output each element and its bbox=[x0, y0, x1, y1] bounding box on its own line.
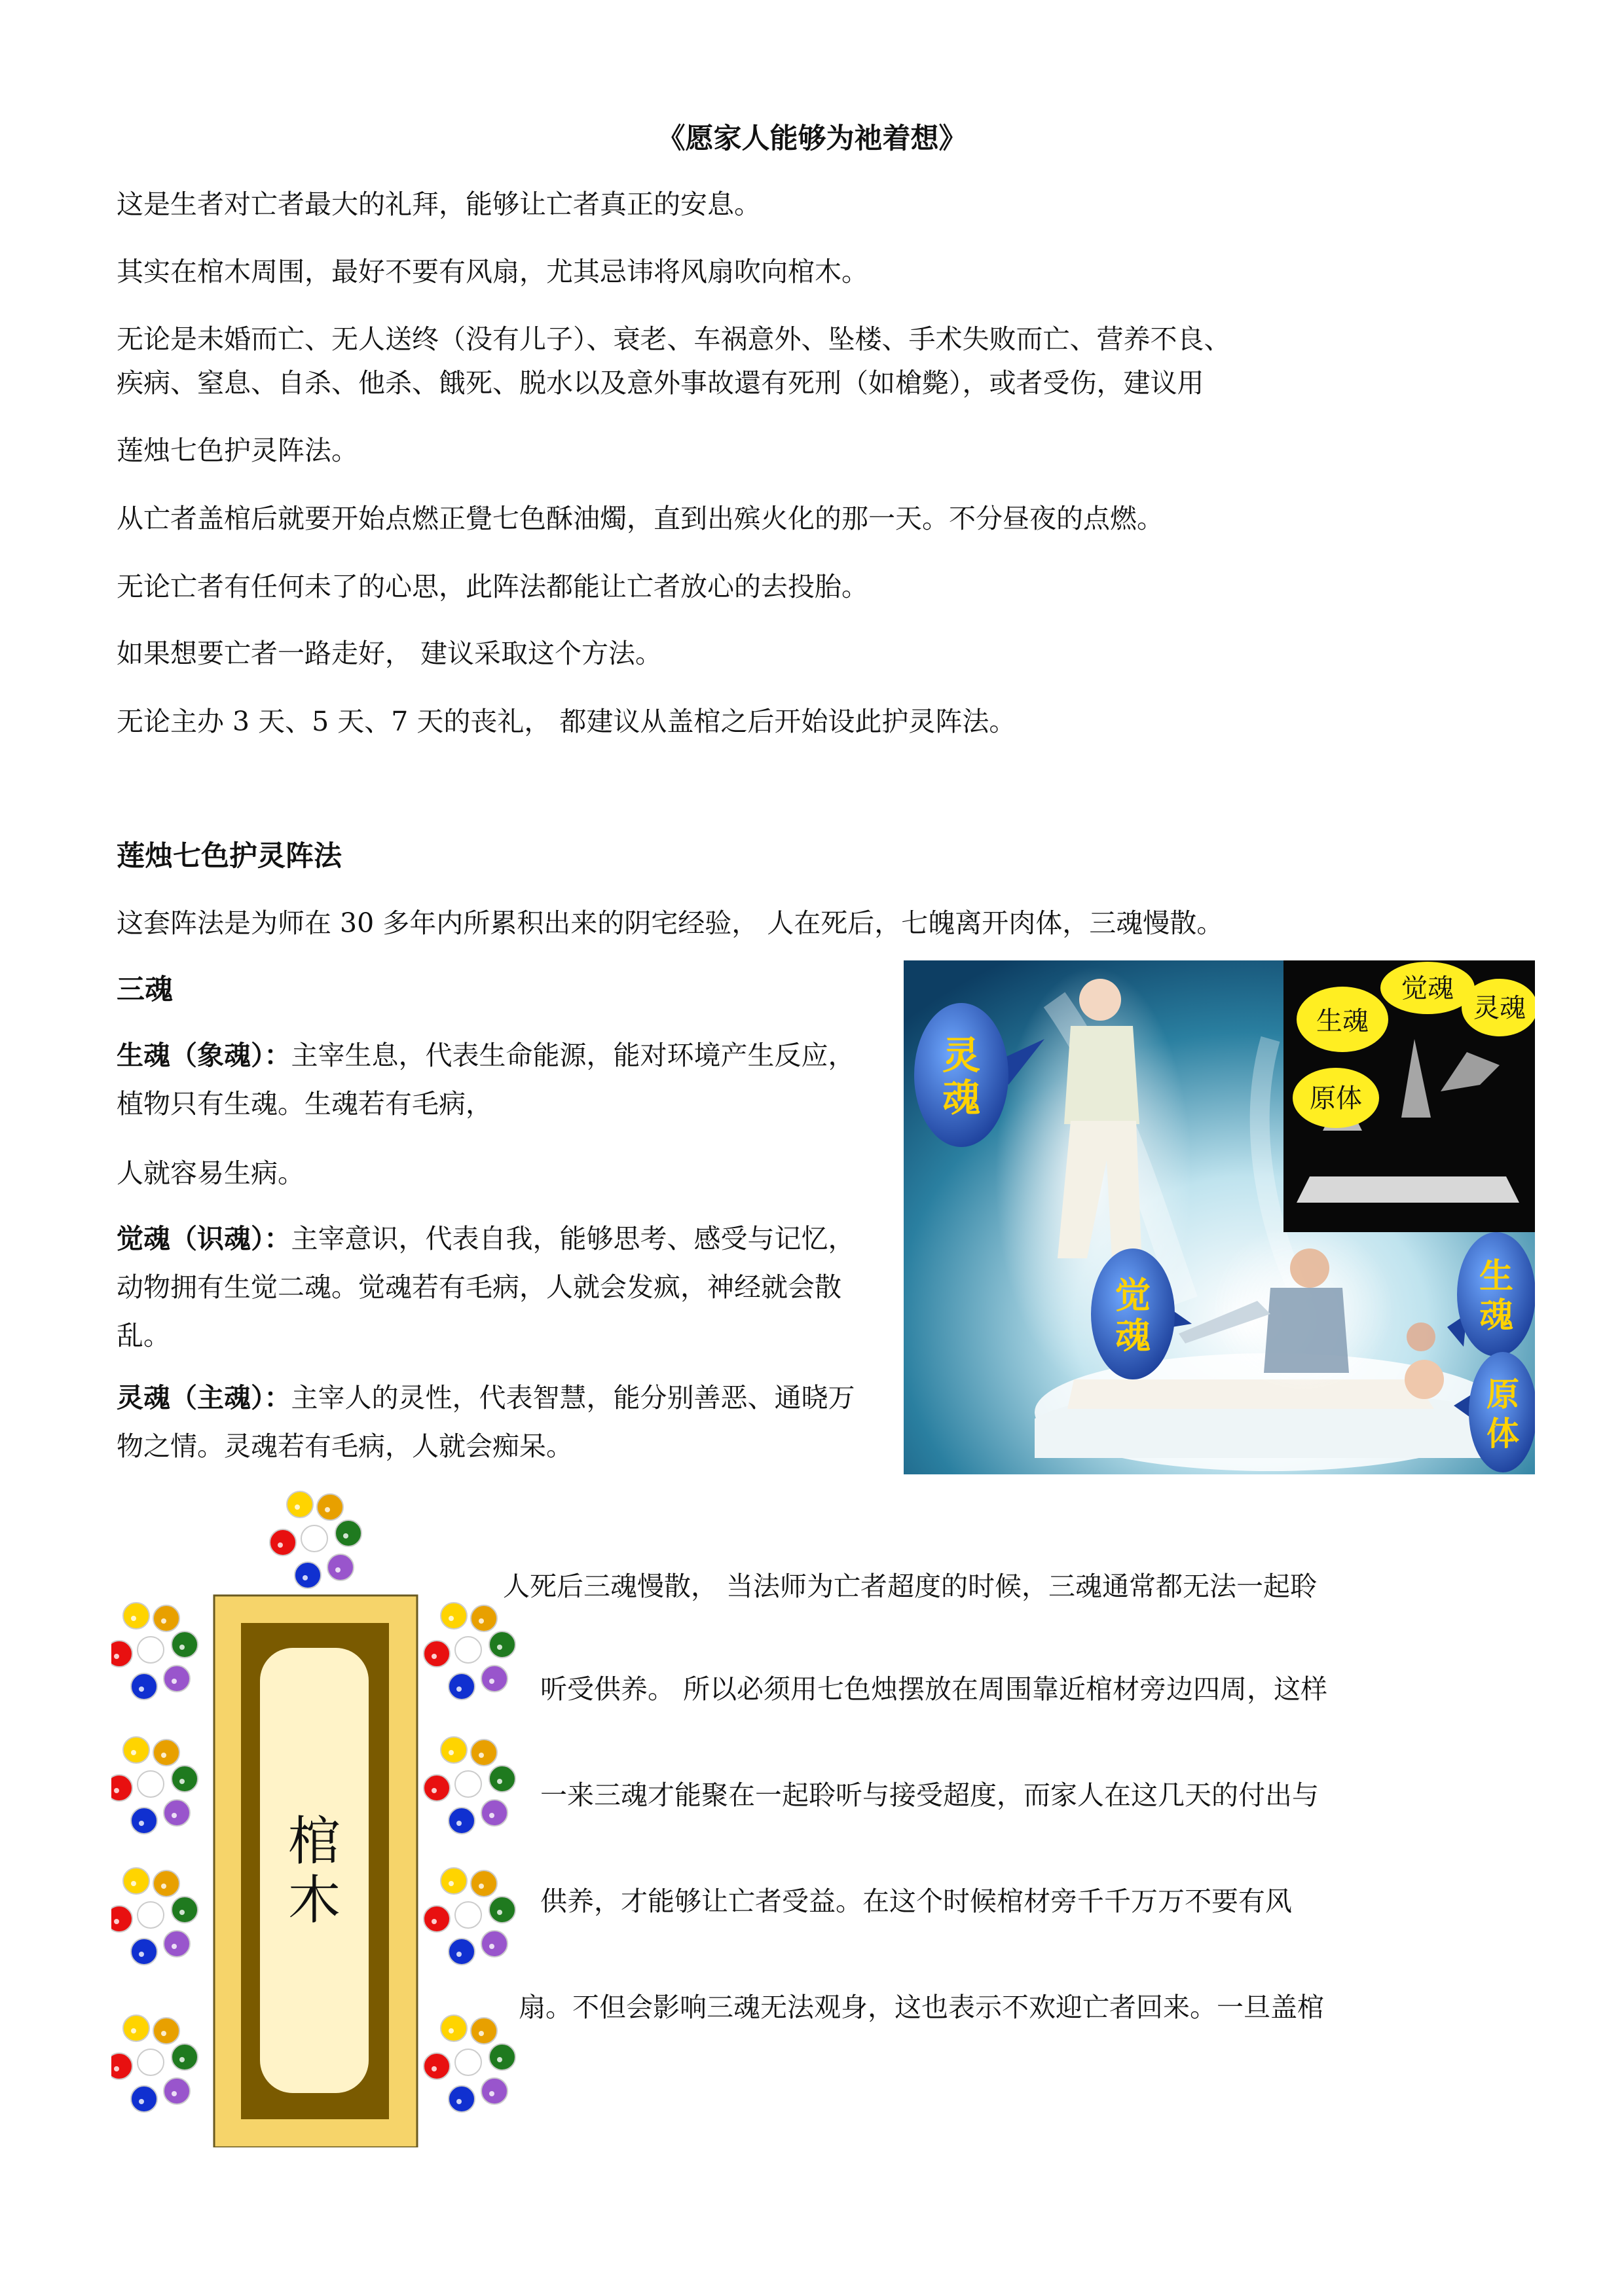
candle-cluster bbox=[270, 1491, 361, 1588]
candle-wick bbox=[179, 1645, 185, 1650]
candle bbox=[164, 1666, 190, 1692]
candle-wick bbox=[325, 1507, 330, 1512]
candle bbox=[153, 2018, 179, 2044]
candle-cluster bbox=[111, 1737, 198, 1834]
intro-line: 无论亡者有任何未了的心思，此阵法都能让亡者放心的去投胎。 bbox=[117, 571, 868, 602]
body-line: 听受供养。 所以必须用七色烛摆放在周围靠近棺材旁边四周，这样 bbox=[540, 1673, 1328, 1705]
candle bbox=[123, 1603, 149, 1629]
candle-wick bbox=[145, 1650, 151, 1655]
candle-wick bbox=[172, 2091, 177, 2096]
candle-wick bbox=[456, 1686, 462, 1692]
soul-desc: 主宰生息，代表生命能源，能对环境产生反应，植物只有生魂。生魂若有毛病， bbox=[117, 1040, 855, 1120]
candle-wick bbox=[497, 1779, 502, 1784]
candle bbox=[153, 1740, 179, 1766]
candle-wick bbox=[449, 2028, 454, 2033]
intro-line: 莲烛七色护灵阵法。 bbox=[117, 435, 358, 466]
candle-wick bbox=[179, 1779, 185, 1784]
intro-line: 无论主办 3 天、5 天、7 天的丧礼， 都建议从盖棺之后开始设此护灵阵法。 bbox=[117, 706, 1016, 737]
candle-wick bbox=[479, 1753, 484, 1758]
candle-wick bbox=[161, 1618, 166, 1624]
candle-wick bbox=[309, 1539, 314, 1544]
candle-wick bbox=[489, 1813, 494, 1818]
candle-cluster bbox=[424, 1603, 515, 1700]
coffin-label-char2: 木 bbox=[288, 1870, 341, 1931]
candle bbox=[172, 1897, 198, 1923]
candle bbox=[424, 1906, 450, 1932]
candle bbox=[131, 1808, 157, 1834]
candle-wick bbox=[139, 1686, 144, 1692]
candle-wick bbox=[449, 1750, 454, 1755]
candle bbox=[481, 1666, 507, 1692]
candle bbox=[327, 1554, 354, 1580]
candle bbox=[123, 1737, 149, 1763]
body-line: 一来三魂才能聚在一起聆听与接受超度，而家人在这几天的付出与 bbox=[540, 1779, 1319, 1811]
soul-desc: 主宰人的灵性，代表智慧，能分别善恶、通晓万物之情。灵魂若有毛病，人就会痴呆。 bbox=[117, 1382, 855, 1462]
inset-bubble-jue bbox=[1380, 962, 1475, 1014]
candle bbox=[449, 1939, 475, 1965]
candle bbox=[489, 2044, 515, 2070]
candle bbox=[471, 1605, 497, 1631]
body-line: 人死后三魂慢散， 当法师为亡者超度的时候，三魂通常都无法一起聆 bbox=[503, 1571, 1318, 1602]
candle bbox=[489, 1766, 515, 1792]
candle-wick bbox=[114, 1919, 119, 1924]
inset-bubble-ling bbox=[1462, 979, 1535, 1036]
body-line: 扇。不但会影响三魂无法观身，这也表示不欢迎亡者回来。一旦盖棺 bbox=[519, 1992, 1324, 2023]
coffin-label-char1: 棺 bbox=[288, 1811, 341, 1872]
candle-cluster bbox=[424, 2015, 515, 2112]
candle-wick bbox=[432, 2066, 437, 2071]
soul-desc: 主宰意识，代表自我，能够思考、感受与记忆，动物拥有生觉二魂。觉魂若有毛病，人就会发疯，神经就会散乱。 bbox=[117, 1223, 855, 1351]
candle bbox=[455, 1771, 481, 1797]
callout-yuan-char2: 体 bbox=[1486, 1415, 1519, 1453]
candle-cluster bbox=[111, 2015, 198, 2112]
callout-ling-char2: 魂 bbox=[942, 1076, 981, 1120]
candle-wick bbox=[172, 1813, 177, 1818]
candle bbox=[455, 1902, 481, 1928]
candle-wick bbox=[139, 1952, 144, 1957]
section-heading: 莲烛七色护灵阵法 bbox=[117, 840, 342, 873]
soul-definition-jue bbox=[117, 1214, 870, 1360]
candle bbox=[153, 1605, 179, 1631]
candle-cluster bbox=[111, 1603, 198, 1700]
candle bbox=[455, 2049, 481, 2075]
section-lead: 这套阵法是为师在 30 多年内所累积出来的阴宅经验， 人在死后，七魄离开肉体，三魂慢散。 bbox=[117, 907, 1224, 939]
inset-label-jue: 觉魂 bbox=[1401, 974, 1454, 1004]
candle-wick bbox=[131, 1616, 136, 1621]
candle bbox=[481, 2078, 507, 2104]
candle-wick bbox=[139, 2099, 144, 2104]
candle bbox=[138, 1637, 164, 1663]
candle-cluster bbox=[424, 1737, 515, 1834]
candle bbox=[441, 1868, 467, 1894]
candle-wick bbox=[432, 1654, 437, 1659]
candle-wick bbox=[139, 1821, 144, 1826]
candle-wick bbox=[161, 1884, 166, 1889]
candle bbox=[471, 1870, 497, 1897]
candle bbox=[449, 1673, 475, 1700]
candle bbox=[449, 1808, 475, 1834]
candle-wick bbox=[179, 2057, 185, 2062]
candle-wick bbox=[489, 1944, 494, 1949]
soul-definition-sheng bbox=[117, 1031, 870, 1128]
candle-cluster bbox=[424, 1868, 515, 1965]
candle bbox=[471, 2018, 497, 2044]
candle bbox=[111, 2053, 132, 2079]
candle-wick bbox=[172, 1679, 177, 1684]
candle-wick bbox=[432, 1788, 437, 1793]
candle-wick bbox=[449, 1616, 454, 1621]
candle bbox=[301, 1525, 327, 1552]
coffin-candle-diagram bbox=[111, 1486, 530, 2147]
candle bbox=[164, 1800, 190, 1826]
intro-line: 无论是未婚而亡、无人送终（没有儿子）、衰老、车祸意外、坠楼、手术失败而亡、营养不良、 bbox=[117, 323, 1231, 355]
candle bbox=[131, 1673, 157, 1700]
candle-cluster bbox=[111, 1868, 198, 1965]
candle-wick bbox=[161, 2031, 166, 2036]
callout-jue-char2: 魂 bbox=[1115, 1315, 1151, 1357]
callout-ling-char1: 灵 bbox=[942, 1033, 981, 1078]
candle bbox=[287, 1491, 313, 1518]
candle-wick bbox=[497, 1910, 502, 1915]
candle-wick bbox=[489, 2091, 494, 2096]
callout-sheng-char1: 生 bbox=[1479, 1257, 1514, 1296]
inset-bubble-yuan bbox=[1293, 1068, 1379, 1128]
candle bbox=[131, 1939, 157, 1965]
candle-wick bbox=[335, 1567, 341, 1573]
candle bbox=[270, 1529, 296, 1556]
souls-heading: 三魂 bbox=[117, 974, 173, 1006]
candle bbox=[164, 2078, 190, 2104]
candle-wick bbox=[114, 2066, 119, 2071]
candle-wick bbox=[131, 2028, 136, 2033]
candle-wick bbox=[479, 1618, 484, 1624]
candle bbox=[131, 2086, 157, 2112]
three-souls-illustration bbox=[904, 960, 1535, 1474]
candle bbox=[489, 1897, 515, 1923]
candle-wick bbox=[456, 2099, 462, 2104]
candle bbox=[441, 2015, 467, 2041]
candle-wick bbox=[303, 1575, 308, 1580]
candle bbox=[449, 2086, 475, 2112]
callout-sheng-char2: 魂 bbox=[1479, 1296, 1514, 1336]
candle-wick bbox=[114, 1654, 119, 1659]
candle bbox=[172, 2044, 198, 2070]
candle bbox=[441, 1737, 467, 1763]
candle bbox=[111, 1775, 132, 1801]
candle bbox=[111, 1641, 132, 1667]
candle-wick bbox=[145, 2062, 151, 2068]
soul-term: 觉魂（识魂）： bbox=[117, 1223, 291, 1254]
intro-line: 其实在棺木周围，最好不要有风扇，尤其忌讳将风扇吹向棺木。 bbox=[117, 256, 868, 287]
callout-yuan-char1: 原 bbox=[1486, 1376, 1519, 1413]
candle-wick bbox=[343, 1533, 348, 1539]
candle bbox=[138, 1902, 164, 1928]
candle bbox=[317, 1494, 343, 1520]
candle-wick bbox=[449, 1881, 454, 1886]
body-line: 供养，才能够让亡者受益。在这个时候棺材旁千千万万不要有风 bbox=[540, 1886, 1292, 1917]
candle bbox=[138, 2049, 164, 2075]
candle-wick bbox=[479, 1884, 484, 1889]
candle-wick bbox=[456, 1952, 462, 1957]
candle-wick bbox=[463, 1650, 468, 1655]
soul-term: 灵魂（主魂）： bbox=[117, 1382, 291, 1413]
candle-wick bbox=[131, 1881, 136, 1886]
candle-wick bbox=[114, 1788, 119, 1793]
candle-wick bbox=[145, 1915, 151, 1920]
candle bbox=[111, 1906, 132, 1932]
intro-line: 疾病、窒息、自杀、他杀、餓死、脱水以及意外事故還有死刑（如槍斃），或者受伤，建议用 bbox=[117, 367, 1204, 399]
candle-wick bbox=[295, 1504, 300, 1510]
candle bbox=[471, 1740, 497, 1766]
candle-wick bbox=[161, 1753, 166, 1758]
intro-line: 从亡者盖棺后就要开始点燃正覺七色酥油燭，直到出殡火化的那一天。不分昼夜的点燃。 bbox=[117, 503, 1164, 534]
callout-jue-char1: 觉 bbox=[1115, 1275, 1151, 1316]
candle bbox=[455, 1637, 481, 1663]
candle bbox=[424, 1641, 450, 1667]
intro-line: 如果想要亡者一路走好， 建议采取这个方法。 bbox=[117, 638, 663, 669]
inset-label-ling: 灵魂 bbox=[1473, 993, 1526, 1023]
candle bbox=[424, 1775, 450, 1801]
candle bbox=[295, 1562, 321, 1588]
soul-extra: 人就容易生病。 bbox=[117, 1157, 304, 1189]
candle-wick bbox=[497, 1645, 502, 1650]
candle bbox=[153, 1870, 179, 1897]
candle bbox=[123, 1868, 149, 1894]
candle-wick bbox=[463, 2062, 468, 2068]
candle-wick bbox=[145, 1784, 151, 1789]
candle-wick bbox=[131, 1750, 136, 1755]
soul-definition-ling bbox=[117, 1374, 870, 1470]
candle-wick bbox=[172, 1944, 177, 1949]
candle-wick bbox=[278, 1542, 283, 1548]
candle-wick bbox=[456, 1821, 462, 1826]
candle-wick bbox=[497, 2057, 502, 2062]
candle bbox=[138, 1771, 164, 1797]
candle bbox=[123, 2015, 149, 2041]
candle-wick bbox=[463, 1915, 468, 1920]
candle-wick bbox=[179, 1910, 185, 1915]
candle-wick bbox=[489, 1679, 494, 1684]
candle bbox=[481, 1800, 507, 1826]
candle bbox=[441, 1603, 467, 1629]
candle bbox=[335, 1520, 361, 1546]
candle bbox=[481, 1931, 507, 1957]
candle bbox=[424, 2053, 450, 2079]
candle bbox=[164, 1931, 190, 1957]
page-title: 《愿家人能够为祂着想》 bbox=[657, 122, 967, 155]
inset-label-yuan: 原体 bbox=[1310, 1084, 1362, 1114]
candle-wick bbox=[479, 2031, 484, 2036]
inset-bubble-sheng bbox=[1297, 987, 1388, 1052]
candle-wick bbox=[432, 1919, 437, 1924]
soul-term: 生魂（象魂）： bbox=[117, 1040, 291, 1071]
inset-label-sheng: 生魂 bbox=[1316, 1006, 1369, 1036]
candle bbox=[172, 1631, 198, 1658]
candle-wick bbox=[463, 1784, 468, 1789]
candle bbox=[489, 1631, 515, 1658]
candle bbox=[172, 1766, 198, 1792]
intro-line: 这是生者对亡者最大的礼拜，能够让亡者真正的安息。 bbox=[117, 189, 761, 220]
